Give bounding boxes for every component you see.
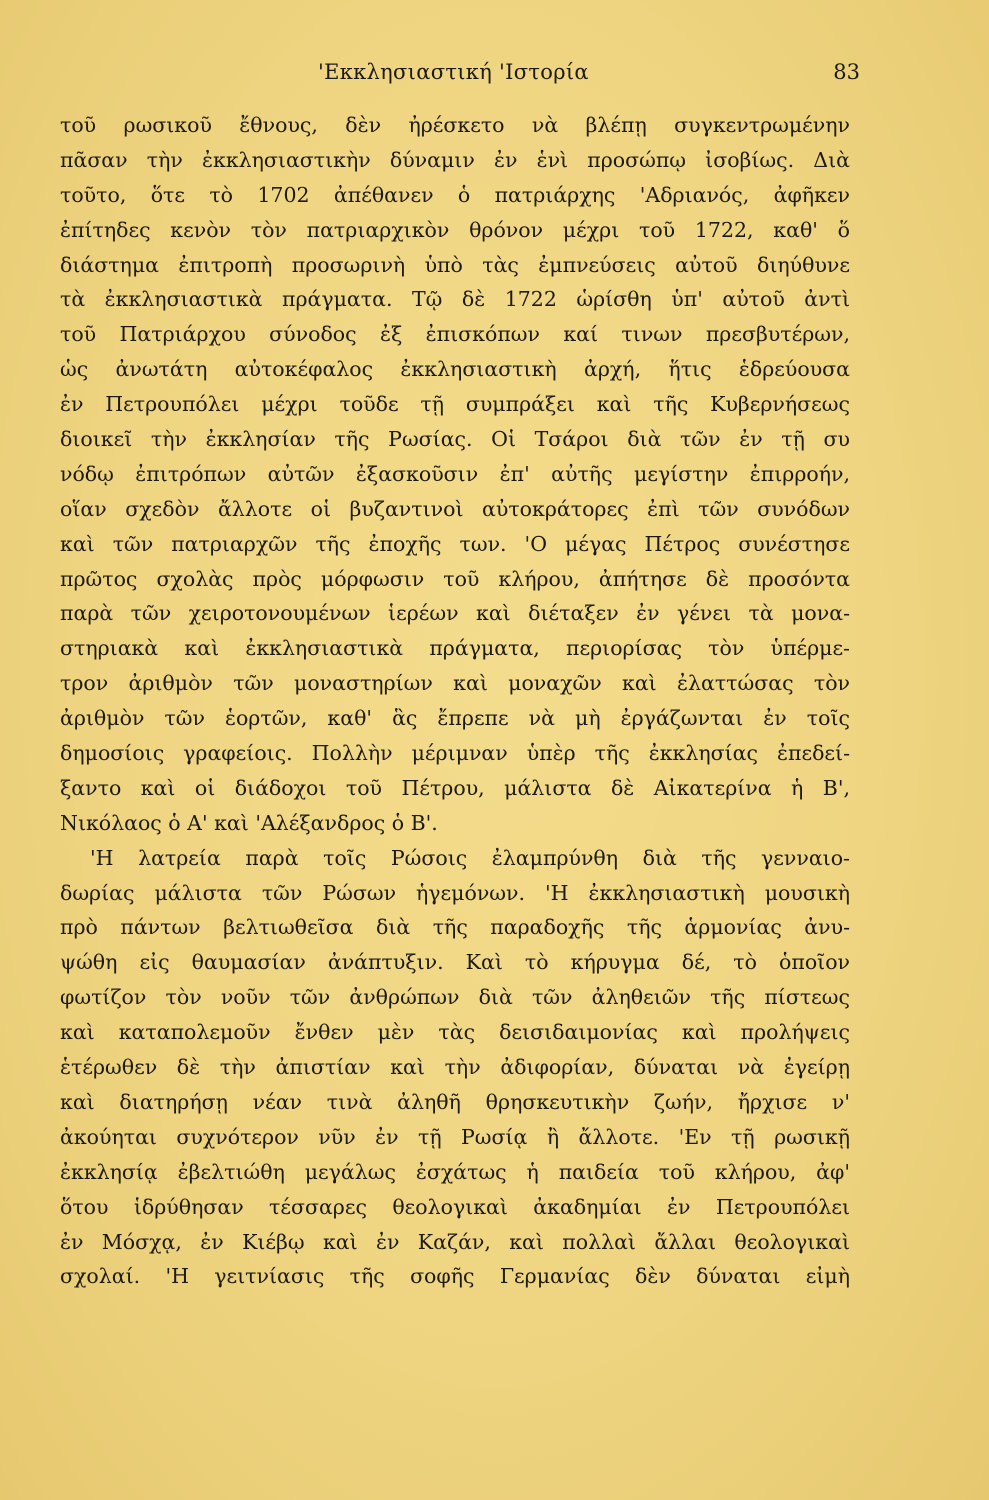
page-header <box>60 60 860 90</box>
text-line: ὡς ἀνωτάτη αὐτοκέφαλος ἐκκλησιαστικὴ ἀρχή, ἥτις ἑδρεύουσα <box>60 357 850 382</box>
text-line: στηριακὰ καὶ ἐκκλησιαστικὰ πράγματα, περιορίσας τὸν ὑπέρμε- <box>60 636 850 661</box>
text-line: καὶ τῶν πατριαρχῶν τῆς ἐποχῆς των. 'Ο μέγας Πέτρος συνέστησε <box>60 531 850 556</box>
text-line: δημοσίοις γραφείοις. Πολλὴν μέριμναν ὑπὲρ τῆς ἐκκλησίας ἐπεδεί- <box>60 741 850 766</box>
text-line: ξαντο καὶ οἱ διάδοχοι τοῦ Πέτρου, μάλιστα δὲ Αἰκατερίνα ἡ Β', <box>60 775 850 800</box>
text-line: δωρίας μάλιστα τῶν Ρώσων ἡγεμόνων. 'Η ἐκκλησιαστικὴ μουσικὴ <box>60 880 850 905</box>
text-line: ἐν Μόσχᾳ, ἐν Κιέβῳ καὶ ἐν Καζάν, καὶ πολλαὶ ἄλλαι θεολογικαὶ <box>60 1229 850 1254</box>
text-line: τοῦ Πατριάρχου σύνοδος ἐξ ἐπισκόπων καί τινων πρεσβυτέρων, <box>60 322 850 347</box>
text-line: διοικεῖ τὴν ἐκκλησίαν τῆς Ρωσίας. Οἱ Τσάροι διὰ τῶν ἐν τῇ συ <box>60 427 850 452</box>
paragraph-1 <box>60 108 850 841</box>
text-line: τοῦ ρωσικοῦ ἔθνους, δὲν ἠρέσκετο νὰ βλέπῃ συγκεντρωμένην <box>60 113 850 137</box>
text-line: καὶ διατηρήσῃ νέαν τινὰ ἀληθῆ θρησκευτικὴν ζωήν, ἤρχισε ν' <box>60 1089 850 1114</box>
text-line: ὅτου ἱδρύθησαν τέσσαρες θεολογικαὶ ἀκαδημίαι ἐν Πετρουπόλει <box>60 1194 850 1219</box>
text-line: πᾶσαν τὴν ἐκκλησιαστικὴν δύναμιν ἐν ἑνὶ προσώπῳ ἰσοβίως. Διὰ <box>60 147 850 172</box>
text-line: ἀριθμὸν τῶν ἑορτῶν, καθ' ἃς ἔπρεπε νὰ μὴ ἐργάζωνται ἐν τοῖς <box>60 706 850 731</box>
text-line: ἑτέρωθεν δὲ τὴν ἀπιστίαν καὶ τὴν ἀδιφορίαν, δύναται νὰ ἐγείρῃ <box>60 1055 850 1080</box>
text-line: σχολαί. 'Η γειτνίασις τῆς σοφῆς Γερμανίας δὲν δύναται εἰμὴ <box>60 1264 850 1289</box>
text-line: διάστημα ἐπιτροπὴ προσωρινὴ ὑπὸ τὰς ἐμπνεύσεις αὐτοῦ διηύθυνε <box>60 252 850 277</box>
text-line: ἐπίτηδες κενὸν τὸν πατριαρχικὸν θρόνον μέχρι τοῦ 1722, καθ' ὅ <box>60 217 850 242</box>
text-line: ψώθη εἰς θαυμασίαν ἀνάπτυξιν. Καὶ τὸ κήρυγμα δέ, τὸ ὁποῖον <box>60 950 850 975</box>
page-number: 83 <box>833 60 860 84</box>
running-title: 'Εκκλησιαστική 'Ιστορία <box>318 60 589 84</box>
paragraph-2 <box>60 841 850 1295</box>
text-line: 'Η λατρεία παρὰ τοῖς Ρώσοις ἐλαμπρύνθη διὰ τῆς γενναιο- <box>90 845 850 870</box>
body-text <box>60 108 850 1294</box>
text-line: φωτίζον τὸν νοῦν τῶν ἀνθρώπων διὰ τῶν ἀληθειῶν τῆς πίστεως <box>60 985 850 1010</box>
text-line: Νικόλαος ὁ Α' καὶ 'Αλέξανδρος ὁ Β'. <box>60 810 438 835</box>
text-line: νόδῳ ἐπιτρόπων αὐτῶν ἐξασκοῦσιν ἐπ' αὐτῆς μεγίστην ἐπιρροήν, <box>60 461 850 486</box>
text-line: τὰ ἐκκλησιαστικὰ πράγματα. Τῷ δὲ 1722 ὡρίσθη ὑπ' αὐτοῦ ἀντὶ <box>60 287 850 312</box>
text-line: οἵαν σχεδὸν ἄλλοτε οἱ βυζαντινοὶ αὐτοκράτορες ἐπὶ τῶν συνόδων <box>60 496 850 521</box>
text-line: ἐν Πετρουπόλει μέχρι τοῦδε τῇ συμπράξει καὶ τῆς Κυβερνήσεως <box>60 392 850 417</box>
text-line: παρὰ τῶν χειροτονουμένων ἱερέων καὶ διέταξεν ἐν γένει τὰ μονα- <box>60 601 850 626</box>
text-line: καὶ καταπολεμοῦν ἔνθεν μὲν τὰς δεισιδαιμονίας καὶ προλήψεις <box>60 1020 850 1045</box>
text-line: τοῦτο, ὅτε τὸ 1702 ἀπέθανεν ὁ πατριάρχης 'Αδριανός, ἀφῆκεν <box>60 182 850 207</box>
text-line: ἐκκλησίᾳ ἐβελτιώθη μεγάλως ἐσχάτως ἡ παιδεία τοῦ κλήρου, ἀφ' <box>60 1159 850 1184</box>
text-line: πρῶτος σχολὰς πρὸς μόρφωσιν τοῦ κλήρου, ἀπήτησε δὲ προσόντα <box>60 566 850 591</box>
text-line: τρον ἀριθμὸν τῶν μοναστηρίων καὶ μοναχῶν καὶ ἐλαττώσας τὸν <box>60 671 850 696</box>
text-line: ἀκούηται συχνότερον νῦν ἐν τῇ Ρωσίᾳ ἢ ἄλλοτε. 'Εν τῇ ρωσικῇ <box>60 1124 850 1149</box>
text-line: πρὸ πάντων βελτιωθεῖσα διὰ τῆς παραδοχῆς τῆς ἁρμονίας ἀνυ- <box>60 915 850 940</box>
